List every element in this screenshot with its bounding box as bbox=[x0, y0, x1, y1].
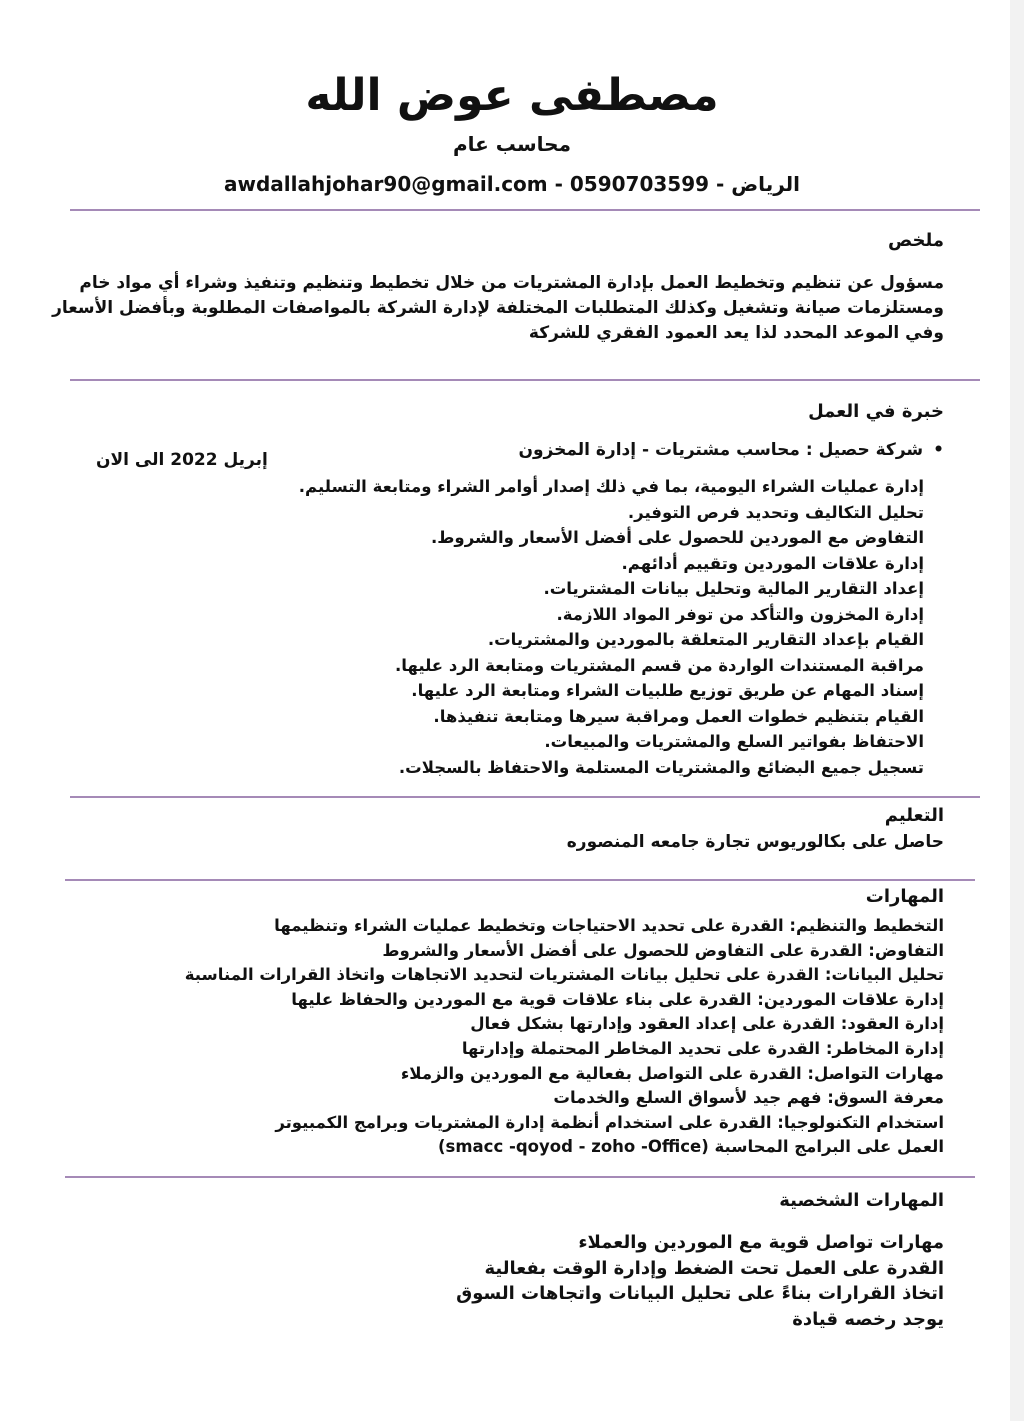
skill-item: إدارة العقود: القدرة على إعداد العقود وإدارتها بشكل فعال bbox=[470, 1014, 944, 1034]
list-item: القيام بتنظيم خطوات العمل ومراقبة سيرها ومتابعة تنفيذها. bbox=[433, 706, 924, 726]
skills-heading: المهارات bbox=[865, 886, 944, 907]
skill-item: معرفة السوق: فهم جيد لأسواق السلع والخدمات bbox=[553, 1088, 944, 1108]
list-item: القيام بإعداد التقارير المتعلقة بالموردين والمشتريات. bbox=[487, 630, 924, 649]
job-title: محاسب عام bbox=[453, 132, 571, 156]
skill-item: استخدام التكنولوجيا: القدرة على استخدام أنظمة إدارة المشتريات وبرامج الكمبيوتر bbox=[275, 1112, 944, 1132]
list-item: إدارة علاقات الموردين وتقييم أدائهم. bbox=[621, 553, 924, 573]
list-item: مراقبة المستندات الواردة من قسم المشتريات ومتابعة الرد عليها. bbox=[394, 655, 924, 675]
list-item: تسجيل جميع البضائع والمشتريات المستلمة والاحتفاظ بالسجلات. bbox=[398, 757, 924, 777]
summary-line: مسؤول عن تنظيم وتخطيط العمل بإدارة المشتريات من خلال تخطيط وتنظيم وتنفيذ وشراء أي مواد خام bbox=[79, 273, 944, 293]
person-name: مصطفى عوض الله bbox=[305, 70, 719, 121]
skill-item: التخطيط والتنظيم: القدرة على تحديد الاحتياجات وتخطيط عمليات الشراء وتنظيمها bbox=[274, 916, 944, 935]
summary-line: وفي الموعد المحدد لذا يعد العمود الفقري للشركة bbox=[528, 323, 944, 343]
list-item: إعداد التقارير المالية وتحليل بيانات المشتريات. bbox=[543, 579, 924, 598]
page-edge bbox=[1010, 0, 1024, 1421]
job-title-company: شركة حصيل : محاسب مشتريات - إدارة المخزون bbox=[518, 440, 924, 460]
personal-skill-item: مهارات تواصل قوية مع الموردين والعملاء bbox=[578, 1232, 944, 1253]
education-text: حاصل على بكالوريوس تجارة جامعه المنصوره bbox=[566, 832, 944, 852]
list-item: الاحتفاظ بفواتير السلع والمشتريات والمبيعات. bbox=[544, 732, 924, 751]
summary-line: ومستلزمات صيانة وتشغيل وكذلك المتطلبات المختلفة لإدارة الشركة بالمواصفات المطلوبة وبأفضل الأسعار bbox=[52, 298, 944, 318]
list-item: التفاوض مع الموردين للحصول على أفضل الأسعار والشروط. bbox=[431, 528, 924, 547]
bullet-icon: • bbox=[933, 440, 944, 460]
summary-heading: ملخص bbox=[887, 230, 944, 251]
personal-skill-item: القدرة على العمل تحت الضغط وإدارة الوقت بفعالية bbox=[484, 1257, 944, 1279]
skill-item: مهارات التواصل: القدرة على التواصل بفعالية مع الموردين والزملاء bbox=[400, 1063, 944, 1083]
skills-list bbox=[185, 914, 944, 1160]
education-heading: التعليم bbox=[884, 805, 944, 826]
job-entry bbox=[518, 440, 944, 460]
personal-skills-list bbox=[456, 1230, 944, 1332]
personal-skill-item: يوجد رخصه قيادة bbox=[792, 1308, 944, 1330]
personal-skills-heading: المهارات الشخصية bbox=[779, 1190, 944, 1211]
list-item: إدارة عمليات الشراء اليومية، بما في ذلك إصدار أوامر الشراء ومتابعة التسليم. bbox=[298, 477, 924, 496]
experience-heading: خبرة في العمل bbox=[808, 401, 944, 422]
list-item: إسناد المهام عن طريق توزيع طلبيات الشراء ومتابعة الرد عليها. bbox=[411, 681, 924, 700]
divider bbox=[70, 379, 980, 381]
divider bbox=[70, 796, 980, 798]
skill-item: تحليل البيانات: القدرة على تحليل بيانات المشتريات لتحديد الاتجاهات واتخاذ القرارات المناسبة bbox=[184, 965, 944, 985]
skill-item: إدارة المخاطر: القدرة على تحديد المخاطر المحتملة وإدارتها bbox=[461, 1038, 944, 1058]
divider bbox=[70, 209, 980, 211]
list-item: إدارة المخزون والتأكد من توفر المواد اللازمة. bbox=[556, 604, 924, 624]
job-period: إبريل 2022 الى الان bbox=[96, 450, 268, 470]
contact-info: الرياض - 0590703599 - awdallahjohar90@gmail.com bbox=[223, 172, 801, 196]
divider bbox=[65, 1176, 975, 1178]
skill-item: العمل على البرامج المحاسبة (smacc -qoyod - zoho -Office) bbox=[437, 1137, 944, 1157]
divider bbox=[65, 879, 975, 881]
summary-text bbox=[54, 271, 944, 346]
skill-item: إدارة علاقات الموردين: القدرة على بناء علاقات قوية مع الموردين والحفاظ عليها bbox=[291, 989, 944, 1009]
duties-list bbox=[299, 474, 924, 780]
list-item: تحليل التكاليف وتحديد فرص التوفير. bbox=[627, 502, 924, 522]
personal-skill-item: اتخاذ القرارات بناءً على تحليل البيانات واتجاهات السوق bbox=[456, 1283, 944, 1304]
skill-item: التفاوض: القدرة على التفاوض للحصول على أفضل الأسعار والشروط bbox=[382, 940, 944, 960]
